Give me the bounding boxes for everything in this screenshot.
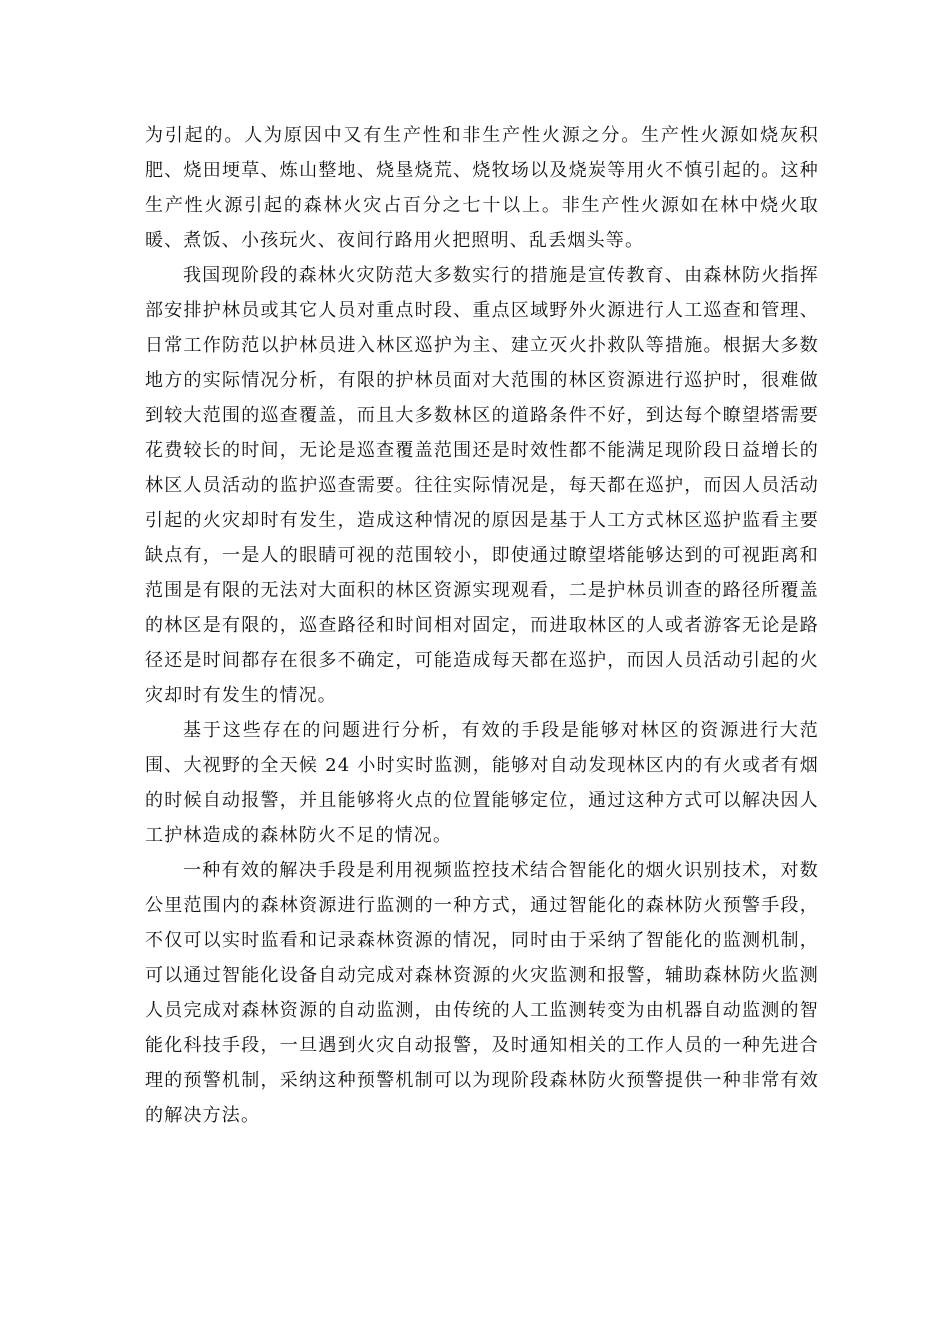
document-body bbox=[145, 118, 819, 1133]
paragraph-video-monitoring-solution: 一种有效的解决手段是利用视频监控技术结合智能化的烟火识别技术，对数公里范围内的森林资源进行监测的一种方式，通过智能化的森林防火预警手段，不仅可以实时监看和记录森林资源的情况，同时由于采纳了智能化的监测机制，可以通过智能化设备自动完成对森林资源的火灾监测和报警，辅助森林防火监测人员完成对森林资源的自动监测，由传统的人工监测转变为由机器自动监测的智能化科技手段，一旦遇到火灾自动报警，及时通知相关的工作人员的一种先进合理的预警机制，采纳这种预警机制可以为现阶段森林防火预警提供一种非常有效的解决方法。 bbox=[145, 860, 819, 1126]
paragraph-current-prevention-measures: 我国现阶段的森林火灾防范大多数实行的措施是宣传教育、由森林防火指挥部安排护林员或其它人员对重点时段、重点区域野外火源进行人工巡查和管理、日常工作防范以护林员进入林区巡护为主、建立灭火扑救队等措施。根据大多数地方的实际情况分析，有限的护林员面对大范围的林区资源进行巡护时，很难做到较大范围的巡查覆盖，而且大多数林区的道路条件不好，到达每个瞭望塔需要花费较长的时间，无论是巡查覆盖范围还是时效性都不能满足现阶段日益增长的林区人员活动的监护巡查需要。往往实际情况是，每天都在巡护，而因人员活动引起的火灾却时有发生，造成这种情况的原因是基于人工方式林区巡护监看主要缺点有，一是人的眼睛可视的范围较小，即使通过瞭望塔能够达到的可视距离和范围是有限的无法对大面积的林区资源实现观看，二是护林员训查的路径所覆盖的林区是有限的，巡查路径和时间相对固定，而进取林区的人或者游客无论是路径还是时间都存在很多不确定，可能造成每天都在巡护，而因人员活动引起的火灾却时有发生的情况。 bbox=[145, 265, 819, 706]
paragraph-problem-analysis: 基于这些存在的问题进行分析，有效的手段是能够对林区的资源进行大范围、大视野的全天候 24 小时实时监测，能够对自动发现林区内的有火或者有烟的时候自动报警，并且能够将火点的位置能够定位，通过这种方式可以解决因人工护林造成的森林防火不足的情况。 bbox=[145, 720, 819, 846]
paragraph-fire-source-types: 为引起的。人为原因中又有生产性和非生产性火源之分。生产性火源如烧灰积肥、烧田埂草、炼山整地、烧垦烧荒、烧牧场以及烧炭等用火不慎引起的。这种生产性火源引起的森林火灾占百分之七十以上。非生产性火源如在林中烧火取暖、煮饭、小孩玩火、夜间行路用火把照明、乱丢烟头等。 bbox=[145, 125, 819, 251]
